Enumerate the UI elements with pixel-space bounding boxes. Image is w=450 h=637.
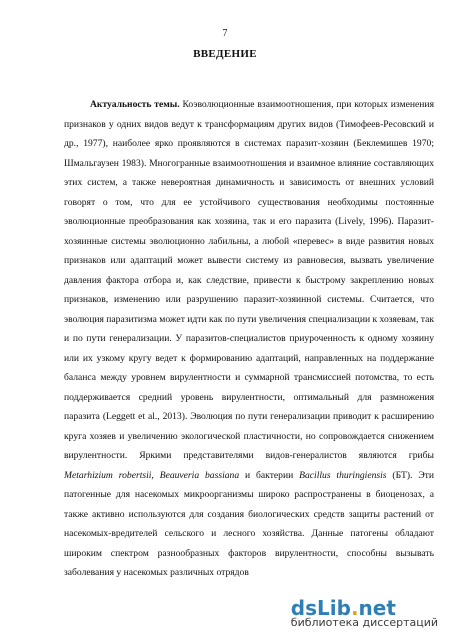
logo-subtitle: библиотека диссертаций bbox=[290, 616, 438, 629]
text-segment: Коэволюционные взаимоотношения, при которых изменения признаков у одних видов ведут к трансформациям других видов (Тимофеев-Ресовский и др., 1977), наиболее ярко проявляются в системах паразит-хозяин (Беклемишев 1970; Шмальгаузен 1983). Многогранные взаимоотношения и взаимное влияние составляющих этих систем, а также невероятная динамичность и зависимость от внешних условий говорят о том, что для ее устойчивого существования необходимы постоянные эволюционные преобразования как хозяина, так и его паразита (Lively, 1996). Паразит-хозяинные системы эволюционно лабильны, а любой «перевес» в виде развития новых признаков или адаптаций может вывести систему из равновесия, вызвать увеличение давления фактора отбора и, как следствие, привести к быстрому закреплению новых признаков, изменению или разрушению паразит-хозяинной системы. Считается, что эволюция паразитизма может идти как по пути увеличения специализации к хозяевам, так и по пути генерализации. У паразитов-специалистов приуроченность к одному хозяину или их узкому кругу ведет к формированию адаптаций, направленных на поддержание баланса между уровнем вирулентности и суммарной трансмиссией потомства, то есть поддерживается средний уровень вирулентности, оптимальный для размножения паразита (Leggett et al., 2013). Эволюция по пути генерализации приводит к расширению круга хозяев и увеличению экологической пластичности, но сопровождается снижением вирулентности. Яркими представителями видов-генералистов являются грибы bbox=[64, 99, 434, 461]
species-names: Metarhizium robertsii, Beauveria bassiana bbox=[64, 469, 240, 481]
paragraph bbox=[64, 95, 434, 583]
logo-dot: . bbox=[350, 596, 359, 620]
text-segment: и бактерии bbox=[239, 469, 300, 481]
lead-term: Актуальность темы. bbox=[90, 99, 180, 110]
species-name: Bacillus thuringiensis bbox=[299, 469, 387, 481]
page-number: 7 bbox=[222, 28, 228, 39]
section-heading: ВВЕДЕНИЕ bbox=[193, 48, 257, 60]
body-text bbox=[64, 95, 434, 583]
text-segment: (БТ). Эти патогенные для насекомых микроорганизмы широко распространены в биоценозах, а также активно используются для создания биологических средств защиты растений от насекомых-вредителей сельского и лесного хозяйства. Данные патогены обладают широким спектром разнообразных факторов вирулентности, способны вызывать заболевания у насекомых различных отрядов bbox=[64, 469, 434, 578]
logo-lib: Lib bbox=[317, 596, 351, 620]
watermark-logo[interactable] bbox=[291, 596, 438, 629]
logo-net: net bbox=[358, 596, 396, 620]
logo-ds: ds bbox=[290, 596, 318, 620]
